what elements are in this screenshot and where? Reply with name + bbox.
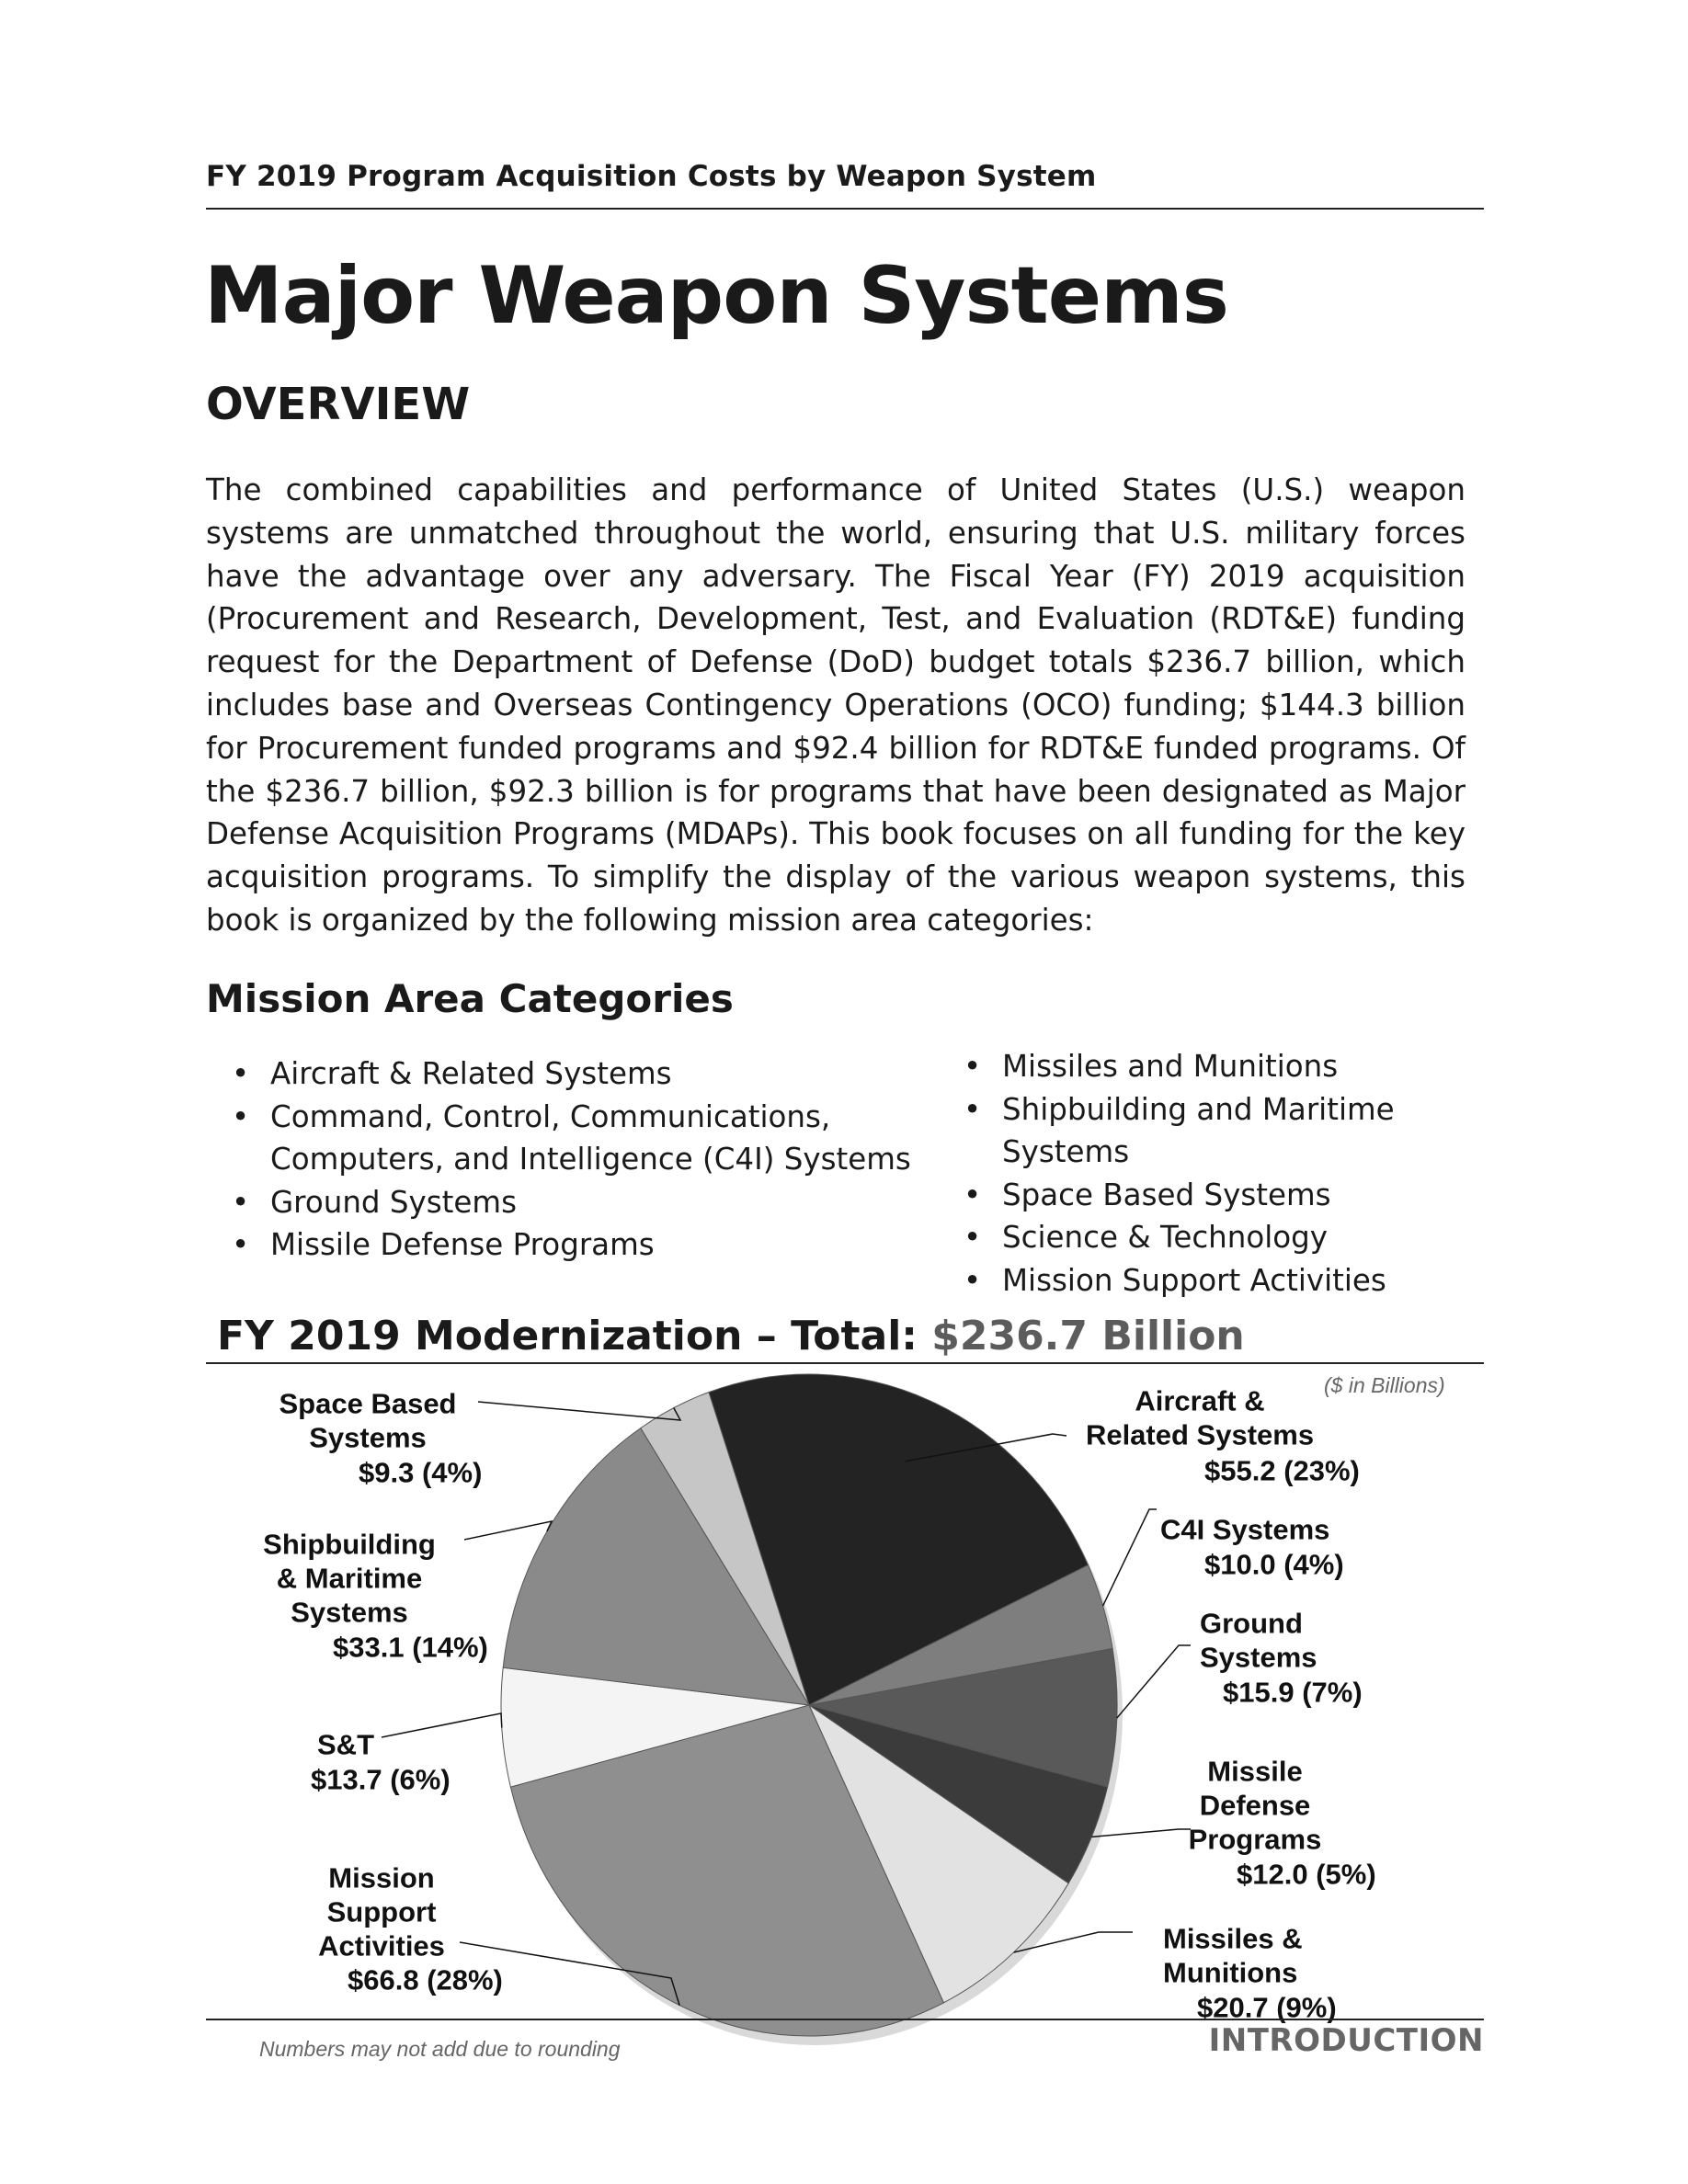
categories-heading: Mission Area Categories xyxy=(206,976,734,1021)
intro-paragraph: The combined capabilities and performance of United States (U.S.) weapon systems are unmatched throughout the world, ensuring that U.S. military forces have the advantage over any adversary. The Fiscal Year (FY) 2019 acquisition (Procurement and Research, Development, Test, and Evaluation (RDT&E) funding request for the Department of Defense (DoD) budget totals $236.7 billion, which includes base and Overseas Contingency Operations (OCO) funding; $144.3 billion for Procurement funded programs and $92.4 billion for RDT&E funded programs. Of the $236.7 billion, $92.3 billion is for programs that have been designated as Major Defense Acquisition Programs (MDAPs). This book focuses on all funding for the key acquisition programs. To simplify the display of the various weapon systems, this book is organized by the following mission area categories: xyxy=(206,472,1466,938)
category-item: • Mission Support Activities xyxy=(938,1259,1489,1302)
slice-label: Systems xyxy=(1200,1641,1317,1674)
slice-value-label: $20.7 (9%) xyxy=(1197,1991,1337,2024)
slice-label: Programs xyxy=(1188,1823,1322,1856)
leader-line xyxy=(1091,1829,1191,1837)
slice-label: & Maritime xyxy=(276,1562,423,1595)
footnote: Numbers may not add due to rounding xyxy=(259,2037,621,2061)
slice-label: Munitions xyxy=(1163,1956,1298,1989)
slice-value-label: $12.0 (5%) xyxy=(1237,1858,1376,1891)
category-item: • Science & Technology xyxy=(938,1216,1489,1259)
slice-label: Space Based xyxy=(279,1387,457,1420)
category-item: • Ground Systems xyxy=(206,1181,923,1224)
slice-value-label: $15.9 (7%) xyxy=(1223,1676,1363,1709)
slice-label: Mission xyxy=(328,1861,435,1894)
slice-label: Systems xyxy=(291,1596,408,1629)
slice-label: Support xyxy=(326,1895,437,1928)
slice-value-label: $13.7 (6%) xyxy=(311,1763,451,1796)
slice-label: C4I Systems xyxy=(1160,1513,1330,1546)
leader-line xyxy=(382,1713,502,1737)
slice-value-label: $33.1 (14%) xyxy=(333,1631,488,1664)
units-note: ($ in Billions) xyxy=(1324,1373,1445,1397)
leader-line xyxy=(1103,1509,1157,1606)
chart-title-total: $236.7 Billion xyxy=(931,1313,1245,1359)
slice-value-label: $9.3 (4%) xyxy=(359,1456,483,1489)
section-footer: INTRODUCTION xyxy=(1208,2022,1484,2059)
slice-label: Shipbuilding xyxy=(263,1528,436,1561)
slice-value-label: $66.8 (28%) xyxy=(348,1963,503,1996)
slice-label: Related Systems xyxy=(1085,1418,1315,1451)
leader-line xyxy=(1117,1645,1191,1718)
page-title: Major Weapon Systems xyxy=(204,250,1228,342)
slice-value-label: $10.0 (4%) xyxy=(1204,1548,1344,1581)
slice-label: Ground xyxy=(1200,1607,1303,1640)
category-item: • Missiles and Munitions xyxy=(938,1045,1489,1088)
slice-label: Missiles & xyxy=(1163,1922,1303,1955)
running-head: FY 2019 Program Acquisition Costs by Weapon System xyxy=(206,160,1484,210)
slice-label: Systems xyxy=(309,1421,427,1454)
category-item: • Missile Defense Programs xyxy=(206,1223,923,1267)
slice-value-label: $55.2 (23%) xyxy=(1204,1454,1360,1487)
leader-line xyxy=(464,1521,552,1540)
section-heading: OVERVIEW xyxy=(206,379,471,430)
category-item: • Aircraft & Related Systems xyxy=(206,1052,923,1096)
chart-bottom-rule xyxy=(206,2019,1484,2020)
leader-line xyxy=(478,1402,680,1420)
slice-label: Missile xyxy=(1207,1755,1303,1788)
slice-label: Aircraft & xyxy=(1135,1384,1265,1417)
category-item: • Shipbuilding and Maritime Systems xyxy=(938,1088,1489,1174)
slice-label: S&T xyxy=(317,1728,374,1761)
slice-label: Defense xyxy=(1199,1789,1311,1822)
chart-title-prefix: FY 2019 Modernization – Total: xyxy=(217,1313,918,1359)
slice-label: Activities xyxy=(318,1929,445,1962)
category-item: • Space Based Systems xyxy=(938,1174,1489,1217)
category-item: • Command, Control, Communications, Computers, and Intelligence (C4I) Systems xyxy=(206,1096,923,1181)
